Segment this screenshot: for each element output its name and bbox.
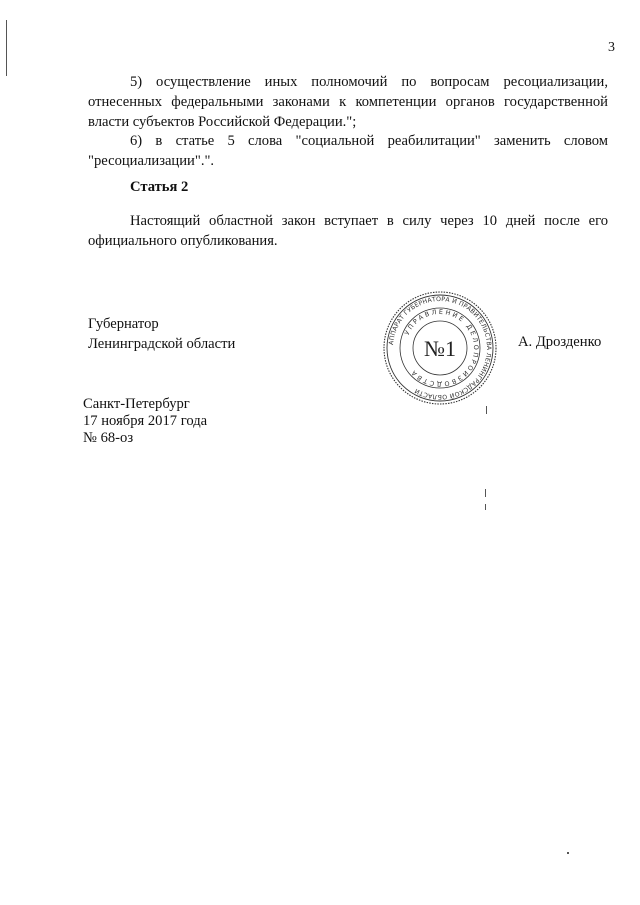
scan-mark (485, 504, 486, 510)
signing-details (83, 396, 207, 447)
scan-margin-mark (6, 20, 7, 76)
law-number: № 68-оз (83, 430, 134, 446)
signing-city: Санкт-Петербург (83, 396, 190, 412)
signatory-title (88, 314, 235, 354)
amendment-item-6: 6) в статье 5 слова "социальной реабилитации" заменить словом "ресоциализации".". (88, 133, 608, 169)
scan-mark (485, 489, 486, 497)
article-text: Настоящий областной закон вступает в силу через 10 дней после его официального опубликования. (88, 213, 608, 249)
signatory-title-line2: Ленинградской области (88, 336, 236, 352)
official-stamp (382, 290, 498, 406)
page-number: 3 (608, 40, 615, 55)
signing-date: 17 ноября 2017 года (83, 413, 208, 429)
signatory-title-line1: Губернатор (88, 316, 159, 332)
article-heading: Статья 2 (130, 179, 189, 195)
signatory-name: А. Дрозденко (518, 334, 602, 350)
stamp-inner-text: УПРАВЛЕНИЕ ДЕЛОПРОИЗВОДСТВА (402, 307, 481, 389)
scan-mark (567, 852, 569, 854)
scan-mark (486, 406, 487, 414)
stamp-outer-text: АППАРАТ ГУБЕРНАТОРА И ПРАВИТЕЛЬСТВА ЛЕНИНГРАДСКОЙ ОБЛАСТИ (388, 295, 493, 401)
stamp-number: №1 (424, 336, 456, 361)
amendment-item-5: 5) осуществление иных полномочий по вопросам ресоциализации, отнесенных федеральными законами к компетенции органов государственной власти субъектов Российской Федерации."; (88, 74, 608, 130)
